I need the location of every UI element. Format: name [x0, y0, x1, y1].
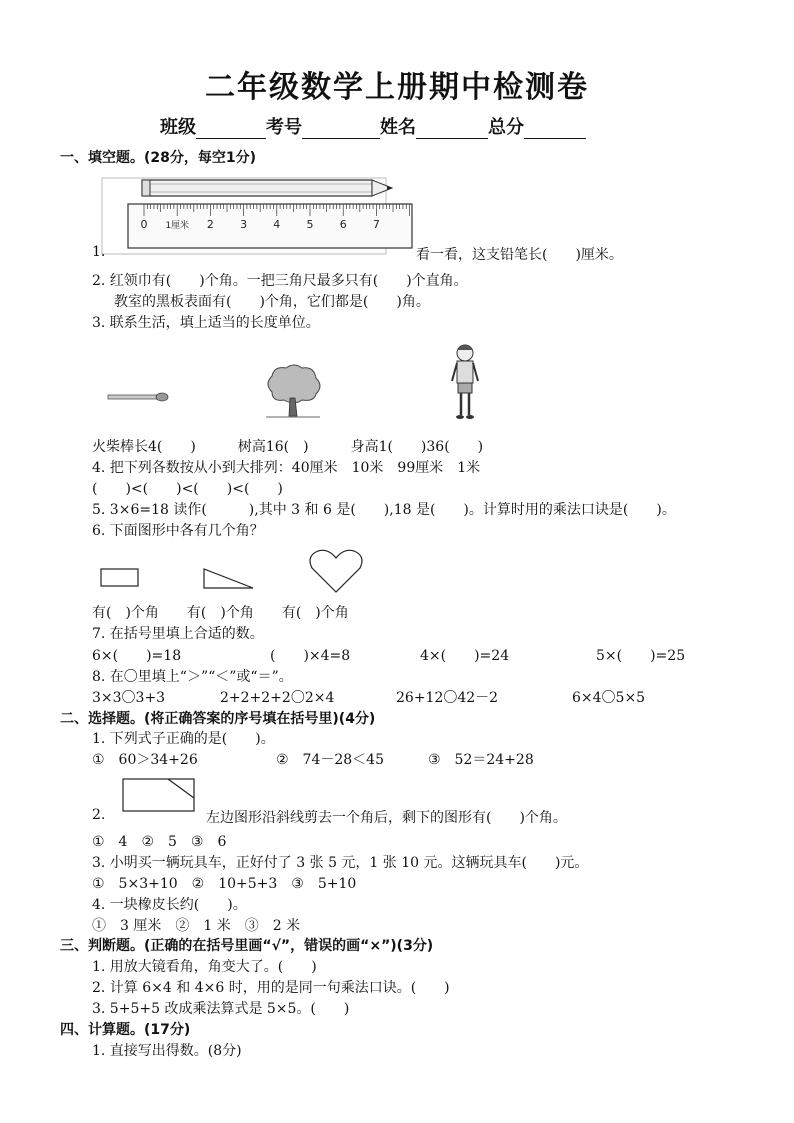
q2-2-options: ① 4 ② 5 ③ 6: [92, 834, 227, 850]
name-label: 姓名: [380, 117, 416, 138]
q1-5-text: 5. 3×6=18 读作( ),其中 3 和 6 是( ),18 是( )。计算时用的乘法口诀是( )。: [92, 502, 676, 518]
page-title: 二年级数学上册期中检测卷: [205, 70, 589, 105]
q2-1-option-2: ② 74－28＜45: [276, 752, 384, 768]
section-1-heading: 一、填空题。(28分，每空1分): [60, 150, 257, 166]
q1-6-answers: 有( )个角 有( )个角 有( )个角: [92, 605, 349, 621]
q1-8-item-2: 2+2+2+2〇2×4: [220, 690, 335, 706]
q1-7-item-3: 4×( )=24: [420, 648, 510, 664]
q1-7-item-2: ( )×4=8: [270, 648, 351, 664]
ruler-label: 5: [306, 218, 314, 231]
q1-2-line1: 2. 红领巾有( )个角。一把三角尺最多只有( )个直角。: [92, 273, 468, 289]
score-label: 总分: [488, 117, 524, 138]
section-2-heading: 二、选择题。(将正确答案的序号填在括号里)(4分): [60, 711, 376, 727]
cut-rectangle-shape: [122, 778, 196, 814]
tree-image: [262, 362, 324, 420]
section-4-heading: 四、计算题。(17分): [60, 1022, 191, 1038]
pencil-icon: [142, 180, 392, 196]
q2-3-options: ① 5×3+10 ② 10+5+3 ③ 5+10: [92, 876, 357, 892]
ruler-label: 4: [273, 218, 281, 231]
name-blank: [416, 120, 488, 139]
section-3-heading: 三、判断题。(正确的在括号里画“√”，错误的画“×”)(3分): [60, 938, 434, 954]
q1-7-item-1: 6×( )=18: [92, 648, 182, 664]
q1-3-answers: 火柴棒长4( ) 树高16( ) 身高1( )36( ): [92, 439, 484, 455]
q3-item-2: 2. 计算 6×4 和 4×6 时，用的是同一句乘法口诀。( ): [92, 980, 450, 996]
q2-2-text: 左边图形沿斜线剪去一个角后，剩下的图形有( )个角。: [206, 810, 567, 826]
q1-8-item-1: 3×3〇3+3: [92, 690, 166, 706]
ruler-label: 6: [339, 218, 347, 231]
q1-2-line2: 教室的黑板表面有( )个角，它们都是( )角。: [114, 294, 430, 310]
number-blank: [302, 120, 380, 139]
class-blank: [196, 120, 266, 139]
score-blank: [524, 120, 586, 139]
ruler-label: 7: [372, 218, 380, 231]
q1-4-text: 4. 把下列各数按从小到大排列：40厘米 10米 99厘米 1米: [92, 460, 481, 476]
q1-3-text: 3. 联系生活，填上适当的长度单位。: [92, 315, 320, 331]
ruler-label: 0: [140, 218, 148, 231]
q3-item-1: 1. 用放大镜看角，角变大了。( ): [92, 959, 317, 975]
ruler-label: 2: [206, 218, 214, 231]
q2-3-text: 3. 小明买一辆玩具车，正好付了 3 张 5 元，1 张 10 元。这辆玩具车( )元。: [92, 855, 589, 871]
triangle-shape: [203, 568, 255, 590]
q2-4-text: 4. 一块橡皮长约( )。: [92, 897, 247, 913]
q3-item-3: 3. 5+5+5 改成乘法算式是 5×5。( ): [92, 1001, 350, 1017]
q1-1-text: 看一看，这支铅笔长( )厘米。: [416, 247, 623, 263]
rectangle-shape: [100, 568, 140, 588]
student-info-row: [160, 113, 586, 139]
q1-4-blanks: ( )<( )<( )<( ): [92, 481, 283, 497]
q2-1-text: 1. 下列式子正确的是( )。: [92, 731, 275, 747]
matchstick-image: [108, 390, 168, 404]
class-label: 班级: [160, 117, 196, 138]
q2-1-option-1: ① 60＞34+26: [92, 752, 198, 768]
heart-shape: [308, 548, 364, 594]
q1-7-text: 7. 在括号里填上合适的数。: [92, 626, 264, 642]
q1-8-item-3: 26+12〇42－2: [396, 690, 499, 706]
q2-4-options: ① 3 厘米 ② 1 米 ③ 2 米: [92, 918, 301, 934]
ruler-label: 1厘米: [165, 221, 190, 231]
q2-1-option-3: ③ 52＝24+28: [428, 752, 534, 768]
q1-7-item-4: 5×( )=25: [596, 648, 686, 664]
q2-2-number: 2.: [92, 807, 106, 823]
boy-image: [448, 343, 482, 421]
q1-1-number: 1.: [92, 244, 106, 260]
pencil-ruler-illustration: [102, 174, 412, 260]
q1-8-item-4: 6×4〇5×5: [572, 690, 646, 706]
q4-1-text: 1. 直接写出得数。(8分): [92, 1043, 242, 1059]
number-label: 考号: [266, 117, 302, 138]
ruler-label: 3: [240, 218, 248, 231]
q1-8-text: 8. 在〇里填上“＞”“＜”或“＝”。: [92, 669, 293, 685]
q1-6-text: 6. 下面图形中各有几个角？: [92, 523, 264, 539]
